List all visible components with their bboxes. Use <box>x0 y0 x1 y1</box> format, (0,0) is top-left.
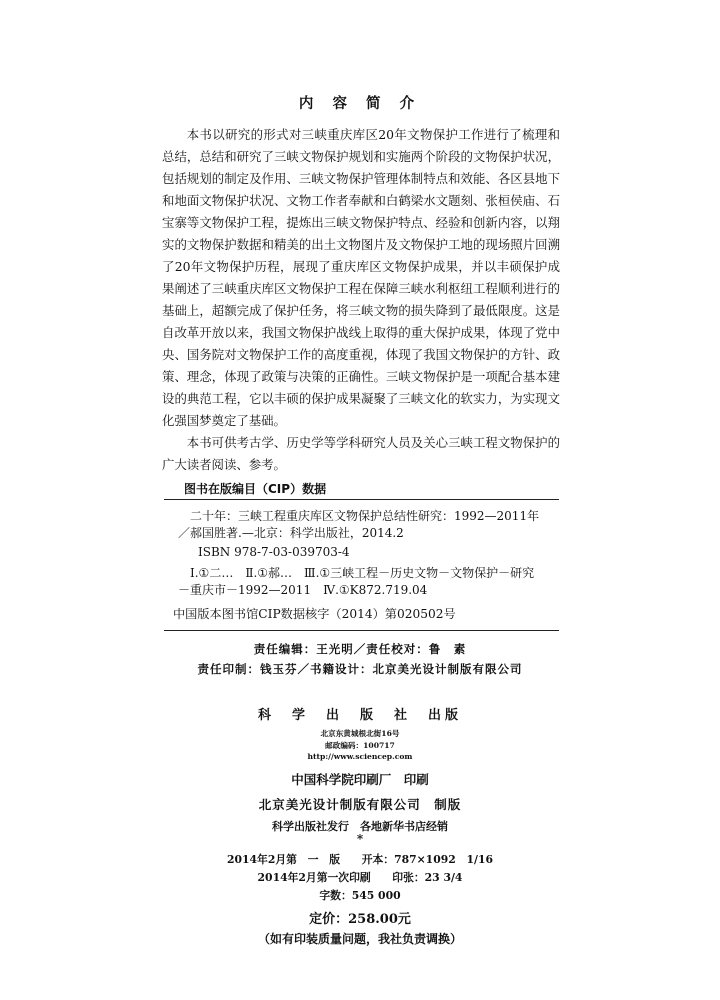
publisher-postcode: 邮政编码：100717 <box>325 741 395 750</box>
summary-title: 内 容 简 介 <box>298 96 422 112</box>
cip-top-rule <box>164 499 559 500</box>
cip-isbn: ISBN 978-7-03-039703-4 <box>198 545 350 559</box>
cip-record <box>178 508 546 599</box>
printing-line: 2014年2月第一次印刷 印张：23 3/4 <box>257 871 463 884</box>
publisher-name: 科 学 出 版 社 出版 <box>257 708 462 723</box>
plate-maker-line: 北京美光设计制版有限公司 制版 <box>258 797 462 812</box>
quality-notice: （如有印装质量问题，我社负责调换） <box>257 932 462 946</box>
price: 定价：258.00元 <box>309 912 411 927</box>
cip-heading: 图书在版编目（CIP）数据 <box>184 482 327 496</box>
cip-entry: 二十年：三峡工程重庆库区文物保护总结性研究：1992—2011年／郝国胜著.—北京：科学出版社，2014.2 <box>178 509 540 540</box>
printer-line: 中国科学院印刷厂 印刷 <box>291 772 429 787</box>
summary-body <box>162 124 560 476</box>
separator-star: * <box>356 832 364 846</box>
summary-paragraph: 本书以研究的形式对三峡重庆库区20年文物保护工作进行了梳理和总结，总结和研究了三峡文物保护规划和实施两个阶段的文物保护状况，包括规划的制定及作用、三峡文物保护管理体制特点和效能、各区县地下和地面文物保护状况、文物工作者奉献和白鹤梁水文题刻、张桓侯庙、石宝寨等文物保护工程，提炼出三峡文物保护特点、经验和创新内容，以翔实的文物保护数据和精美的出土文物图片及文物保护工地的现场照片回溯了20年文物保护历程，展现了重庆库区文物保护成果，并以丰硕保护成果阐述了三峡重庆库区文物保护工程在保障三峡水利枢纽工程顺利进行的基础上，超额完成了保护任务，将三峡文物的损失降到了最低限度。这是自改革开放以来，我国文物保护战线上取得的重大保护成果，体现了党中央、国务院对文物保护工作的高度重视，体现了我国文物保护的方针、政策、理念，体现了政策与决策的正确性。三峡文物保护是一项配合基本建设的典范工程，它以丰硕的保护成果凝聚了三峡文化的软实力，为实现文化强国梦奠定了基础。 <box>162 127 560 428</box>
distribution-line: 科学出版社发行 各地新华书店经销 <box>272 820 448 833</box>
cip-bottom-rule <box>164 630 559 631</box>
staff-production: 责任印制：钱玉芬／书籍设计：北京美光设计制版有限公司 <box>197 662 523 676</box>
summary-paragraph: 本书可供考古学、历史学等学科研究人员及关心三峡工程文物保护的广大读者阅读、参考。 <box>162 435 560 472</box>
publisher-website: http://www.sciencep.com <box>307 752 413 761</box>
staff-editors: 责任编辑：王光明／责任校对：鲁 素 <box>253 642 467 656</box>
edition-line: 2014年2月第 一 版 开本：787×1092 1/16 <box>226 853 494 866</box>
cip-record-number: 中国版本图书馆CIP数据核字（2014）第020502号 <box>173 607 456 621</box>
word-count: 字数：545 000 <box>319 889 401 902</box>
publisher-address: 北京东黄城根北街16号 <box>320 729 400 738</box>
cip-classification: Ⅰ.①二… Ⅱ.①郝… Ⅲ.①三峡工程－历史文物－文物保护－研究－重庆市－1992—2011 Ⅳ.①K872.719.04 <box>178 566 535 597</box>
